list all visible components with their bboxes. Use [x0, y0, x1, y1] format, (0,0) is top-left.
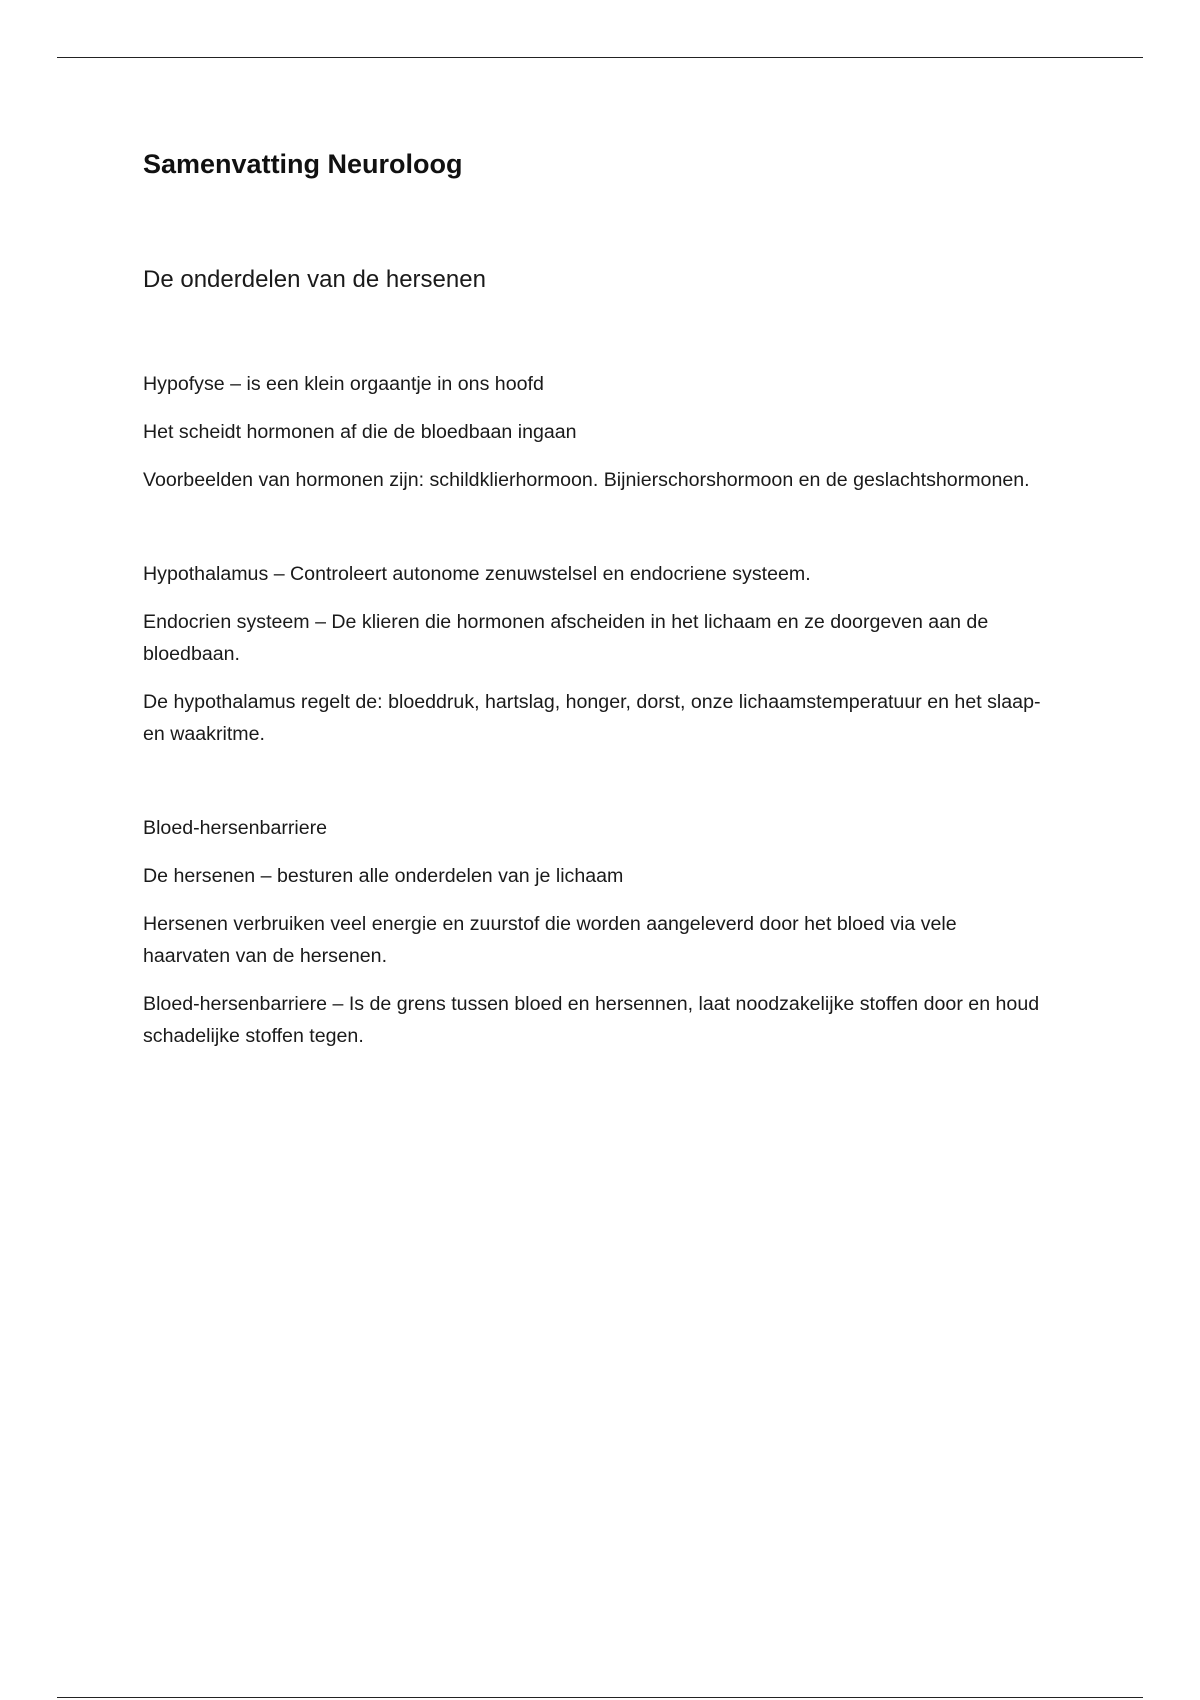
- paragraph: Het scheidt hormonen af die de bloedbaan ingaan: [143, 421, 577, 443]
- section-hypothalamus: [143, 558, 1043, 750]
- bottom-divider: [57, 1697, 1143, 1698]
- section-hypofyse: [143, 368, 1043, 496]
- document-body: [143, 144, 1043, 1114]
- paragraph: Hypofyse – is een klein orgaantje in ons hoofd: [143, 373, 544, 395]
- paragraph: De hersenen – besturen alle onderdelen van je lichaam: [143, 865, 624, 887]
- paragraph: De hypothalamus regelt de: bloeddruk, hartslag, honger, dorst, onze lichaamstemperatuur en het slaap- en waakritme.: [143, 691, 1041, 745]
- paragraph: Endocrien systeem – De klieren die hormonen afscheiden in het lichaam en ze doorgeven aan de bloedbaan.: [143, 611, 989, 665]
- paragraph: Hersenen verbruiken veel energie en zuurstof die worden aangeleverd door het bloed via vele haarvaten van de hersenen.: [143, 913, 957, 967]
- paragraph: Hypothalamus – Controleert autonome zenuwstelsel en endocriene systeem.: [143, 563, 811, 585]
- paragraph: Bloed-hersenbarriere – Is de grens tussen bloed en hersennen, laat noodzakelijke stoffen door en houd schadelijke stoffen tegen.: [143, 993, 1040, 1047]
- section-bloed-hersenbarriere: [143, 812, 1043, 1052]
- paragraph: Bloed-hersenbarriere: [143, 817, 328, 839]
- sections: [143, 368, 1043, 1052]
- document-title: Samenvatting Neuroloog: [143, 149, 463, 179]
- document-subtitle: De onderdelen van de hersenen: [143, 266, 486, 293]
- paragraph: Voorbeelden van hormonen zijn: schildklierhormoon. Bijnierschorshormoon en de geslachtshormonen.: [143, 469, 1030, 491]
- top-divider: [57, 57, 1143, 58]
